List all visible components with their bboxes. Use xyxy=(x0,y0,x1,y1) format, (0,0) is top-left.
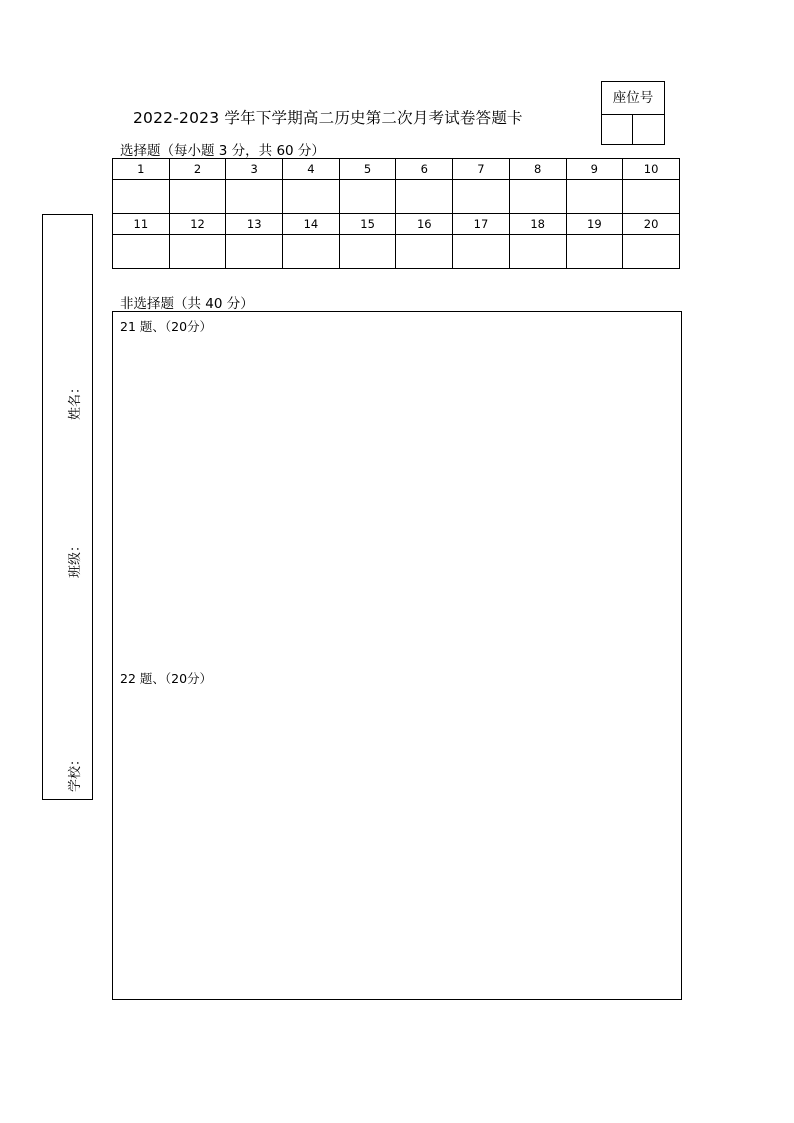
answer-cell[interactable] xyxy=(623,180,680,214)
answer-cell[interactable] xyxy=(339,180,396,214)
question-number: 14 xyxy=(283,214,340,235)
answer-row xyxy=(113,235,680,269)
multiple-choice-grid xyxy=(112,158,680,269)
question-number: 7 xyxy=(453,159,510,180)
multiple-choice-heading: 选择题（每小题 3 分，共 60 分） xyxy=(120,143,325,159)
question-21-label: 21 题、（20分） xyxy=(120,319,213,334)
school-label: 学校： xyxy=(68,752,84,793)
seat-number-cell-left[interactable] xyxy=(602,115,633,144)
question-number-row xyxy=(113,214,680,235)
answer-cell[interactable] xyxy=(169,180,226,214)
question-number: 18 xyxy=(509,214,566,235)
question-number-row xyxy=(113,159,680,180)
answer-cell[interactable] xyxy=(283,235,340,269)
question-number: 19 xyxy=(566,214,623,235)
answer-cell[interactable] xyxy=(113,235,170,269)
answer-cell[interactable] xyxy=(509,180,566,214)
answer-cell[interactable] xyxy=(453,235,510,269)
question-22-label: 22 题、（20分） xyxy=(120,671,213,686)
seat-number-label: 座位号 xyxy=(602,82,664,115)
answer-cell[interactable] xyxy=(509,235,566,269)
written-answer-area[interactable] xyxy=(112,311,682,1000)
question-number: 10 xyxy=(623,159,680,180)
answer-cell[interactable] xyxy=(283,180,340,214)
question-number: 15 xyxy=(339,214,396,235)
answer-cell[interactable] xyxy=(396,235,453,269)
question-number: 5 xyxy=(339,159,396,180)
seat-number-cell-right[interactable] xyxy=(633,115,664,144)
question-number: 11 xyxy=(113,214,170,235)
question-number: 8 xyxy=(509,159,566,180)
question-number: 6 xyxy=(396,159,453,180)
student-info-strip xyxy=(42,214,93,800)
answer-cell[interactable] xyxy=(453,180,510,214)
answer-row xyxy=(113,180,680,214)
question-number: 1 xyxy=(113,159,170,180)
answer-cell[interactable] xyxy=(566,235,623,269)
answer-cell[interactable] xyxy=(623,235,680,269)
answer-cell[interactable] xyxy=(226,180,283,214)
answer-cell[interactable] xyxy=(113,180,170,214)
question-number: 12 xyxy=(169,214,226,235)
seat-number-box xyxy=(601,81,665,145)
question-number: 17 xyxy=(453,214,510,235)
page-title: 2022-2023 学年下学期高二历史第二次月考试卷答题卡 xyxy=(133,109,523,127)
question-number: 3 xyxy=(226,159,283,180)
question-number: 9 xyxy=(566,159,623,180)
question-number: 2 xyxy=(169,159,226,180)
name-label: 姓名： xyxy=(68,380,84,421)
question-number: 13 xyxy=(226,214,283,235)
question-number: 20 xyxy=(623,214,680,235)
question-number: 4 xyxy=(283,159,340,180)
non-multiple-choice-heading: 非选择题（共 40 分） xyxy=(120,296,254,312)
question-number: 16 xyxy=(396,214,453,235)
answer-cell[interactable] xyxy=(226,235,283,269)
answer-cell[interactable] xyxy=(566,180,623,214)
answer-cell[interactable] xyxy=(169,235,226,269)
answer-cell[interactable] xyxy=(396,180,453,214)
class-label: 班级： xyxy=(68,538,84,579)
answer-cell[interactable] xyxy=(339,235,396,269)
